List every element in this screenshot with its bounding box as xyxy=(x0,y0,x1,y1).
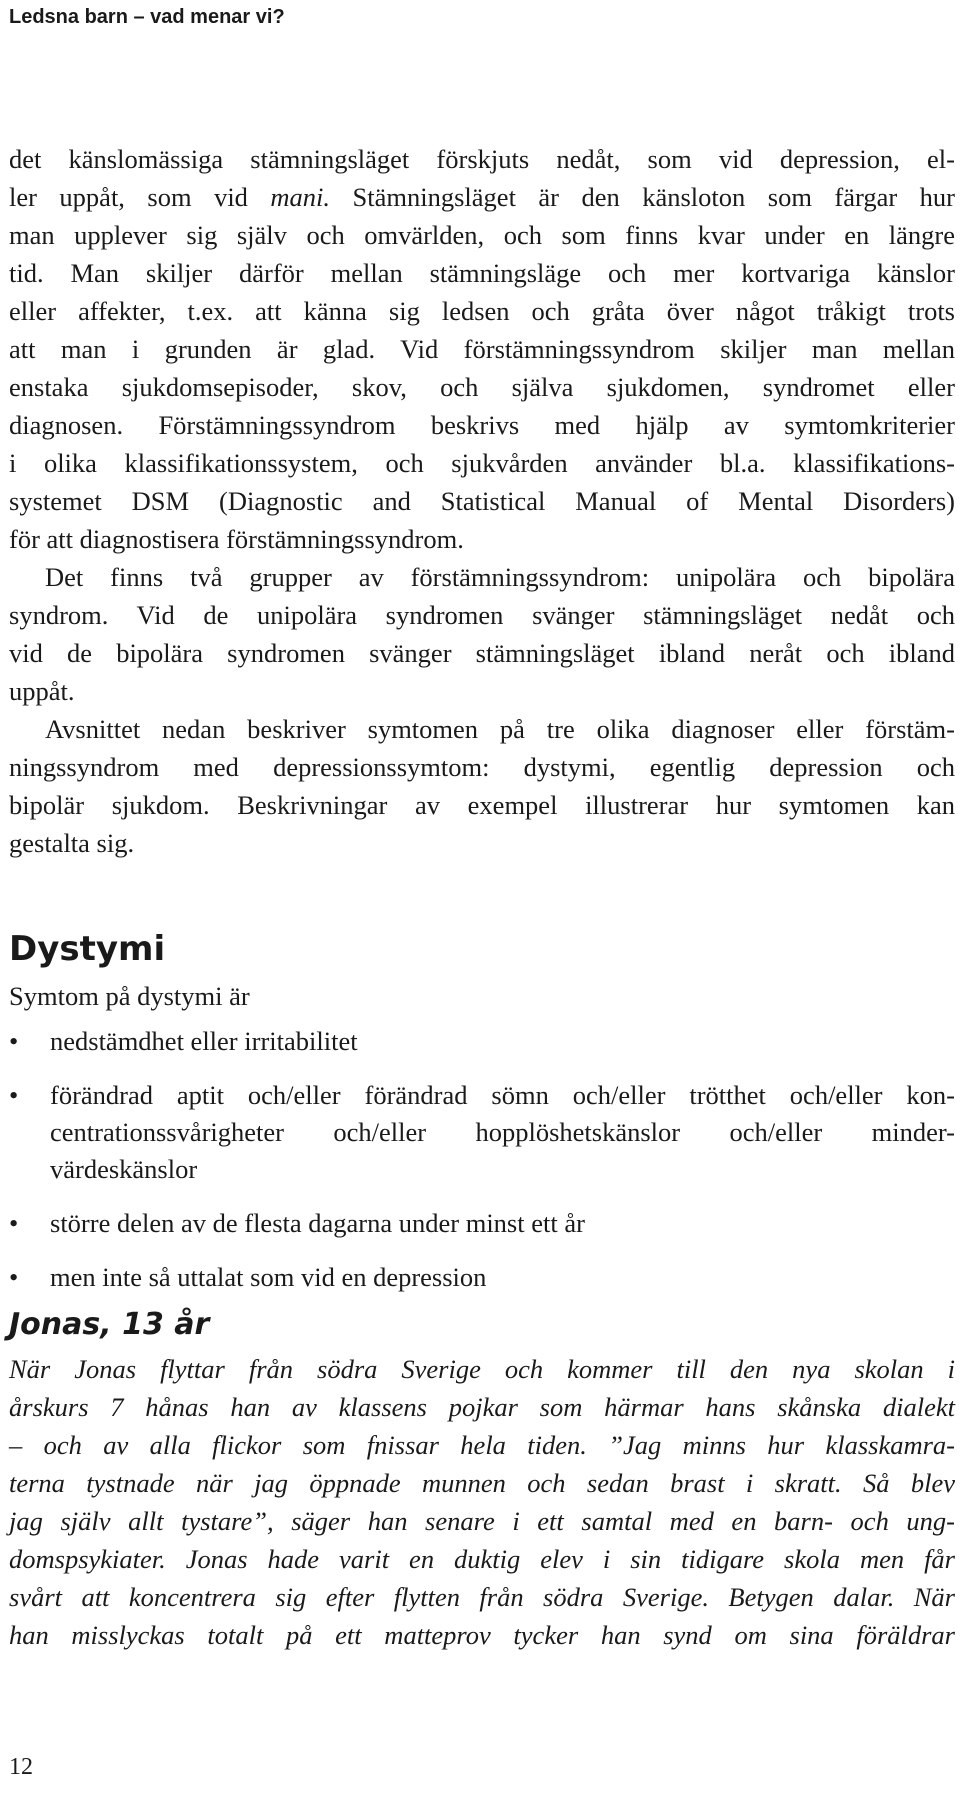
intro-line-text: ningssyndrom med depressionssymtom: dystymi, egentlig depression och xyxy=(9,752,955,782)
intro-line-text: att man i grunden är glad. Vid förstämningssyndrom skiljer man mellan xyxy=(9,334,955,364)
intro-line xyxy=(9,710,955,748)
intro-line-text: syndrom. Vid de unipolära syndromen svänger stämningsläget nedåt och xyxy=(9,600,955,630)
intro-line-text: Avsnittet nedan beskriver symtomen på tre olika diagnoser eller förstäm- xyxy=(45,714,955,744)
section-heading-dystymi: Dystymi xyxy=(9,929,166,969)
case-heading: Jonas, 13 år xyxy=(9,1307,210,1342)
intro-line xyxy=(9,140,955,178)
case-line: När Jonas flyttar från södra Sverige och kommer till den nya skolan i xyxy=(9,1354,955,1384)
bullet-mark: • xyxy=(9,1208,19,1238)
symptom-item-line: men inte så uttalat som vid en depression xyxy=(50,1262,487,1292)
symptom-item-line: centrationssvårigheter och/eller hopplöshetskänslor och/eller minder- xyxy=(50,1117,955,1147)
symptom-item xyxy=(9,1077,955,1188)
intro-line-text: Det finns två grupper av förstämningssyndrom: unipolära och bipolära xyxy=(45,562,955,592)
symptom-item xyxy=(9,1259,955,1296)
intro-emphasis: mani. xyxy=(270,182,331,212)
bullet-mark: • xyxy=(9,1262,19,1292)
intro-line xyxy=(9,444,955,482)
intro-line-text: vid de bipolära syndromen svänger stämningsläget ibland neråt och ibland xyxy=(9,638,955,668)
intro-line xyxy=(9,596,955,634)
intro-line-text: diagnosen. Förstämningssyndrom beskrivs med hjälp av symtomkriterier xyxy=(9,410,955,440)
case-text xyxy=(9,1350,955,1654)
intro-line-text: i olika klassifikationssystem, och sjukvården använder bl.a. klassifikations- xyxy=(9,448,955,478)
symptom-item-line: förändrad aptit och/eller förändrad sömn och/eller trötthet och/eller kon- xyxy=(50,1080,955,1110)
intro-line xyxy=(9,330,955,368)
bullet-mark: • xyxy=(9,1026,19,1056)
intro-line xyxy=(9,292,955,330)
intro-line xyxy=(9,748,955,786)
intro-line-text: ler uppåt, som vid xyxy=(9,182,271,212)
symptom-item xyxy=(9,1023,955,1060)
case-line: terna tystnade när jag öppnade munnen och sedan brast i skratt. Så blev xyxy=(9,1468,955,1498)
running-head: Ledsna barn – vad menar vi? xyxy=(9,6,285,28)
intro-line xyxy=(9,786,955,824)
intro-line xyxy=(9,368,955,406)
intro-line-text: enstaka sjukdomsepisoder, skov, och själva sjukdomen, syndromet eller xyxy=(9,372,955,402)
case-line: årskurs 7 hånas han av klassens pojkar som härmar hans skånska dialekt xyxy=(9,1392,955,1422)
intro-line xyxy=(9,634,955,672)
intro-line xyxy=(9,178,955,216)
symptom-item-line: värdeskänslor xyxy=(50,1154,198,1184)
case-line: domspsykiater. Jonas hade varit en duktig elev i sin tidigare skola men får xyxy=(9,1544,955,1574)
intro-line-text: det känslomässiga stämningsläget förskjuts nedåt, som vid depression, el- xyxy=(9,144,955,174)
intro-line-text: Stämningsläget är den känsloton som färgar hur xyxy=(330,182,955,212)
symptom-item-line: nedstämdhet eller irritabilitet xyxy=(50,1026,358,1056)
case-line: – och av alla flickor som fnissar hela tiden. ”Jag minns hur klasskamra- xyxy=(9,1430,955,1460)
intro-line-text: eller affekter, t.ex. att känna sig ledsen och gråta över något tråkigt trots xyxy=(9,296,955,326)
symptom-list xyxy=(9,1023,955,1313)
intro-text xyxy=(9,140,955,862)
intro-line-text: för att diagnostisera förstämningssyndrom. xyxy=(9,524,464,554)
case-line: svårt att koncentrera sig efter flytten från södra Sverige. Betygen dalar. När xyxy=(9,1582,955,1612)
intro-line-text: gestalta sig. xyxy=(9,828,135,858)
case-line: jag själv allt tystare”, säger han senare i ett samtal med en barn- och ung- xyxy=(9,1506,955,1536)
intro-line-text: systemet DSM (Diagnostic and Statistical Manual of Mental Disorders) xyxy=(9,486,955,516)
symptom-item-line: större delen av de flesta dagarna under minst ett år xyxy=(50,1208,585,1238)
page-number: 12 xyxy=(9,1754,33,1780)
intro-line xyxy=(9,558,955,596)
intro-line xyxy=(9,406,955,444)
section-lead: Symtom på dystymi är xyxy=(9,981,250,1011)
intro-line-text: man upplever sig själv och omvärlden, och som finns kvar under en längre xyxy=(9,220,955,250)
intro-line xyxy=(9,824,955,862)
case-line: han misslyckas totalt på ett matteprov tycker han synd om sina föräldrar xyxy=(9,1620,955,1650)
intro-line xyxy=(9,216,955,254)
intro-line xyxy=(9,520,955,558)
bullet-mark: • xyxy=(9,1080,19,1110)
intro-line xyxy=(9,672,955,710)
intro-line xyxy=(9,254,955,292)
intro-line xyxy=(9,482,955,520)
symptom-item xyxy=(9,1205,955,1242)
intro-line-text: tid. Man skiljer därför mellan stämningsläge och mer kortvariga känslor xyxy=(9,258,955,288)
intro-line-text: uppåt. xyxy=(9,676,75,706)
intro-line-text: bipolär sjukdom. Beskrivningar av exempel illustrerar hur symtomen kan xyxy=(9,790,955,820)
